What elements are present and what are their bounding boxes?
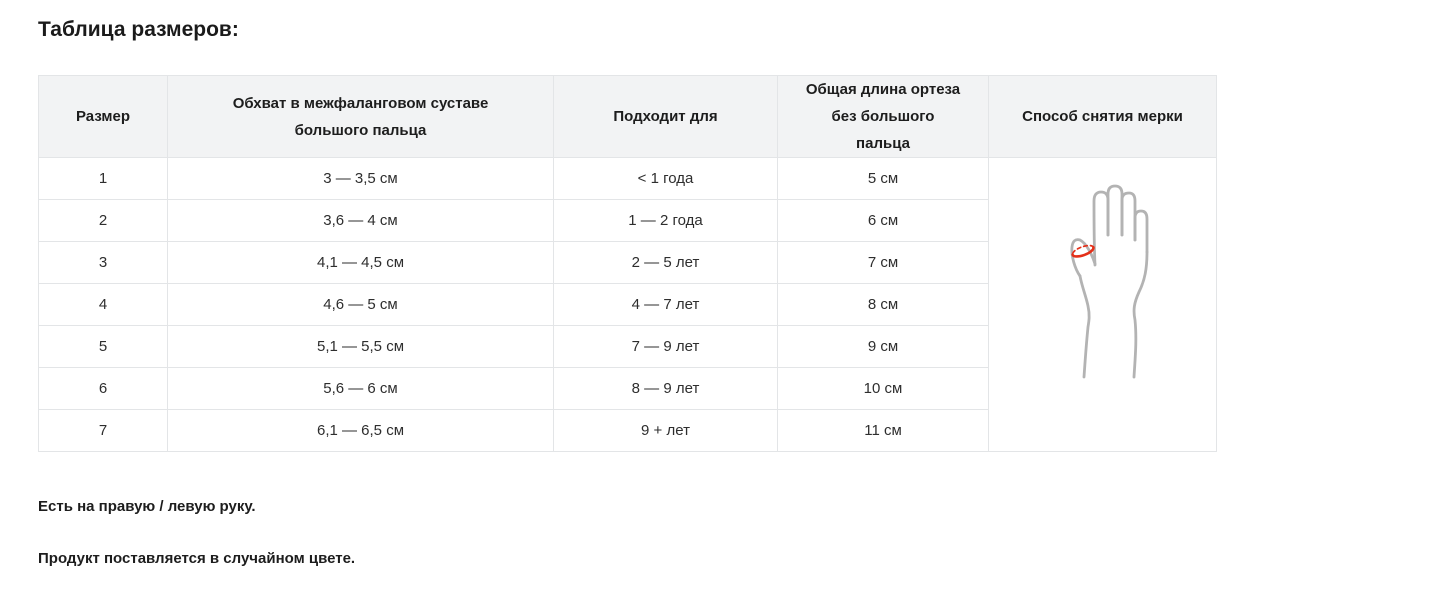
cell-girth: 4,1 — 4,5 см (168, 242, 554, 284)
cell-age: 2 — 5 лет (554, 242, 778, 284)
header-row (39, 76, 1217, 158)
cell-size: 6 (39, 368, 168, 410)
size-table (38, 75, 1217, 452)
cell-size: 4 (39, 284, 168, 326)
cell-length: 9 см (778, 326, 989, 368)
cell-size: 5 (39, 326, 168, 368)
col-header-measuring-method: Способ снятия мерки (989, 76, 1217, 158)
cell-age: 7 — 9 лет (554, 326, 778, 368)
col-header-suitable-for: Подходит для (554, 76, 778, 158)
measuring-method-illustration-cell (989, 158, 1217, 452)
hand-thumb-measure-icon (1047, 179, 1159, 383)
note-hand-side: Есть на правую / левую руку. (38, 498, 256, 515)
cell-length: 11 см (778, 410, 989, 452)
cell-length: 10 см (778, 368, 989, 410)
cell-girth: 5,6 — 6 см (168, 368, 554, 410)
cell-age: 1 — 2 года (554, 200, 778, 242)
cell-girth: 5,1 — 5,5 см (168, 326, 554, 368)
cell-length: 5 см (778, 158, 989, 200)
page-title: Таблица размеров: (38, 18, 239, 41)
cell-size: 2 (39, 200, 168, 242)
cell-size: 1 (39, 158, 168, 200)
cell-age: 8 — 9 лет (554, 368, 778, 410)
cell-girth: 6,1 — 6,5 см (168, 410, 554, 452)
cell-age: 4 — 7 лет (554, 284, 778, 326)
col-header-thumb-girth: Обхват в межфаланговом суставе большого пальца (168, 76, 554, 158)
cell-girth: 3,6 — 4 см (168, 200, 554, 242)
cell-age: < 1 года (554, 158, 778, 200)
col-header-total-length: Общая длина ортеза без большого пальца (778, 76, 989, 158)
note-random-color: Продукт поставляется в случайном цвете. (38, 550, 356, 567)
cell-length: 7 см (778, 242, 989, 284)
cell-length: 6 см (778, 200, 989, 242)
cell-length: 8 см (778, 284, 989, 326)
col-header-size: Размер (39, 76, 168, 158)
cell-age: 9 + лет (554, 410, 778, 452)
cell-girth: 3 — 3,5 см (168, 158, 554, 200)
cell-size: 3 (39, 242, 168, 284)
table-row (39, 158, 1217, 200)
cell-girth: 4,6 — 5 см (168, 284, 554, 326)
cell-size: 7 (39, 410, 168, 452)
